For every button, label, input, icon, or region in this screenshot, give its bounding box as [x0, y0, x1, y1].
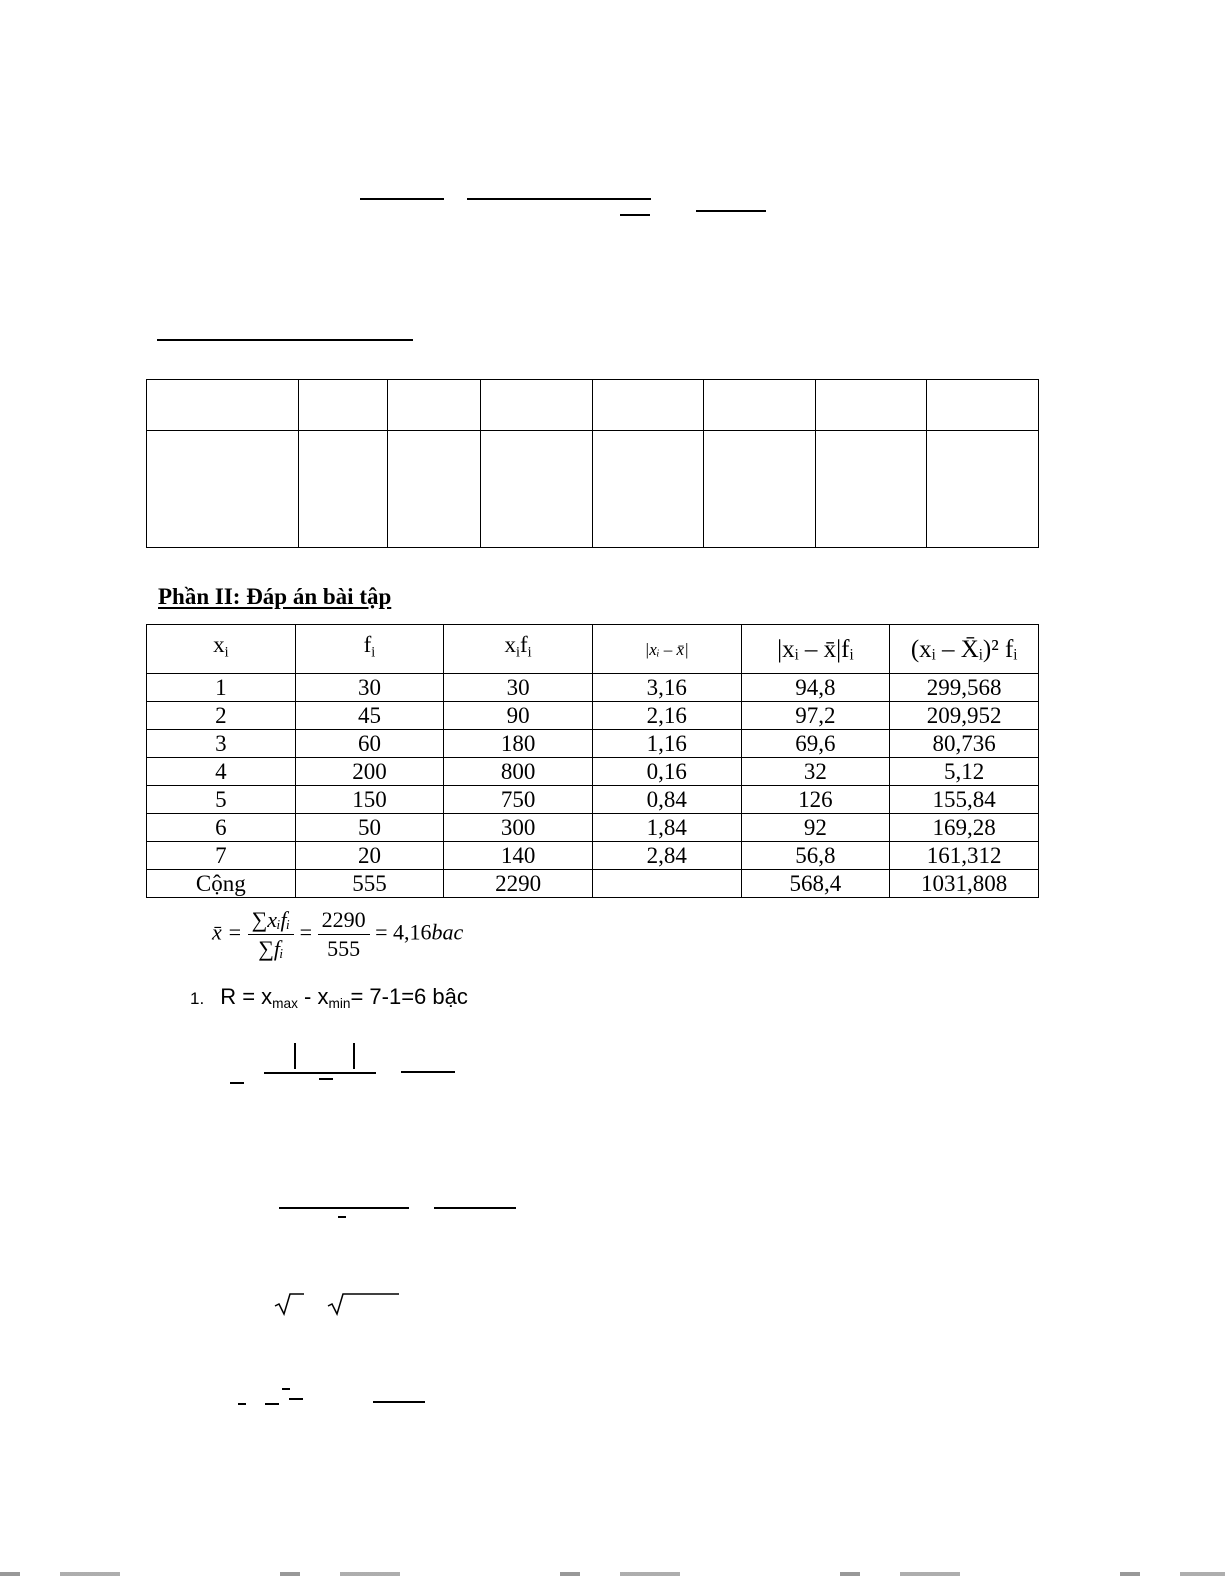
table-cell: 3 [147, 730, 296, 758]
table-cell: 50 [295, 814, 444, 842]
table-cell: 750 [444, 786, 593, 814]
mean-formula [212, 906, 463, 963]
table-cell: 30 [295, 674, 444, 702]
table-cell: 800 [444, 758, 593, 786]
formula-stroke [353, 1043, 355, 1069]
formula-stroke [620, 214, 650, 216]
formula-stroke [338, 1216, 346, 1218]
table-cell: 6 [147, 814, 296, 842]
item-1 [190, 984, 468, 1011]
mean-value-fraction [318, 906, 370, 963]
table-cell: 94,8 [741, 674, 890, 702]
table-cell: 90 [444, 702, 593, 730]
table-cell: 60 [295, 730, 444, 758]
table-cell: 30 [444, 674, 593, 702]
scan-edge-artifact [0, 1572, 1225, 1576]
table-cell: 300 [444, 814, 593, 842]
table-cell: 1,16 [592, 730, 741, 758]
table-cell: 299,568 [890, 674, 1039, 702]
table-cell: 200 [295, 758, 444, 786]
formula-stroke [264, 1072, 376, 1074]
mean-fraction-numerator: ∑xᵢfᵢ [248, 906, 295, 935]
sqrt-icon [327, 1292, 401, 1321]
table-cell: 32 [741, 758, 890, 786]
table-row [147, 730, 1039, 758]
item-1-text-a: R = x [220, 984, 273, 1009]
formula-stroke [279, 1207, 409, 1209]
header-abs-dev: |xᵢ – x̄| [592, 625, 741, 674]
table-cell: 126 [741, 786, 890, 814]
formula-stroke [467, 198, 651, 200]
table-cell: 161,312 [890, 842, 1039, 870]
item-1-number: 1. [190, 989, 205, 1008]
table-cell: 555 [295, 870, 444, 898]
mean-fraction [248, 906, 295, 963]
answer-table [146, 624, 1039, 898]
table-cell: 140 [444, 842, 593, 870]
mean-fraction-denominator: ∑fᵢ [258, 936, 284, 961]
formula-stroke [238, 1403, 246, 1405]
table-cell: 169,28 [890, 814, 1039, 842]
item-1-text-b: - x [297, 984, 329, 1009]
sqrt-icon [274, 1292, 306, 1321]
formula-stroke [294, 1043, 296, 1069]
table-cell: 0,84 [592, 786, 741, 814]
formula-stroke [696, 210, 766, 212]
table-cell: 56,8 [741, 842, 890, 870]
heading-underline-placeholder [157, 339, 413, 341]
table-cell: 155,84 [890, 786, 1039, 814]
table-cell: 3,16 [592, 674, 741, 702]
table-cell: 568,4 [741, 870, 890, 898]
table-cell: 1 [147, 674, 296, 702]
formula-stroke [265, 1403, 279, 1405]
table-cell: 2,16 [592, 702, 741, 730]
formula-stroke [360, 198, 444, 200]
formula-stroke [434, 1207, 516, 1209]
mean-lhs: x̄ = [212, 919, 243, 945]
table-cell: 209,952 [890, 702, 1039, 730]
item-1-sub-min: min [328, 996, 351, 1012]
table-cell: Cộng [147, 870, 296, 898]
item-1-sub-max: max [272, 996, 298, 1012]
table-cell: 2290 [444, 870, 593, 898]
section-heading: Phần II: Đáp án bài tập [158, 584, 392, 609]
empty-table [146, 379, 1039, 548]
formula-stroke [373, 1401, 425, 1403]
table-cell: 80,736 [890, 730, 1039, 758]
table-row [147, 842, 1039, 870]
formula-stroke [319, 1078, 333, 1080]
header-abs-dev-fi: |xᵢ – x̄|fᵢ [741, 625, 890, 674]
table-header-row [147, 625, 1039, 674]
table-cell [592, 870, 741, 898]
table-cell: 97,2 [741, 702, 890, 730]
table-cell: 20 [295, 842, 444, 870]
mean-eq: = [299, 919, 313, 945]
table-cell: 2,84 [592, 842, 741, 870]
header-xi: $x_i$ [147, 625, 296, 674]
header-fi: $f_i$ [295, 625, 444, 674]
table-cell: 5,12 [890, 758, 1039, 786]
formula-stroke [230, 1082, 244, 1084]
table-cell: 5 [147, 786, 296, 814]
header-xifi: $x_if_i$ [444, 625, 593, 674]
table-row [147, 758, 1039, 786]
table-cell: 45 [295, 702, 444, 730]
table-cell: 1031,808 [890, 870, 1039, 898]
table-cell: 92 [741, 814, 890, 842]
mean-unit: bac [431, 919, 464, 945]
table-cell: 0,16 [592, 758, 741, 786]
table-total-row [147, 870, 1039, 898]
table-cell: 150 [295, 786, 444, 814]
mean-value-numerator: 2290 [318, 906, 370, 935]
table-cell: 7 [147, 842, 296, 870]
table-cell: 1,84 [592, 814, 741, 842]
table-cell: 4 [147, 758, 296, 786]
table-cell: 2 [147, 702, 296, 730]
table-row [147, 702, 1039, 730]
formula-stroke [289, 1398, 303, 1400]
mean-result: = 4,16 [375, 919, 432, 945]
table-row [147, 674, 1039, 702]
table-cell: 69,6 [741, 730, 890, 758]
table-row [147, 786, 1039, 814]
table-row [147, 814, 1039, 842]
item-1-text-c: = 7-1=6 bậc [350, 984, 468, 1009]
formula-stroke [401, 1071, 455, 1073]
formula-stroke [282, 1388, 290, 1390]
header-sq-dev-fi: (xᵢ – X̄ᵢ)² fᵢ [890, 625, 1039, 674]
mean-value-denominator: 555 [327, 936, 361, 961]
table-cell: 180 [444, 730, 593, 758]
